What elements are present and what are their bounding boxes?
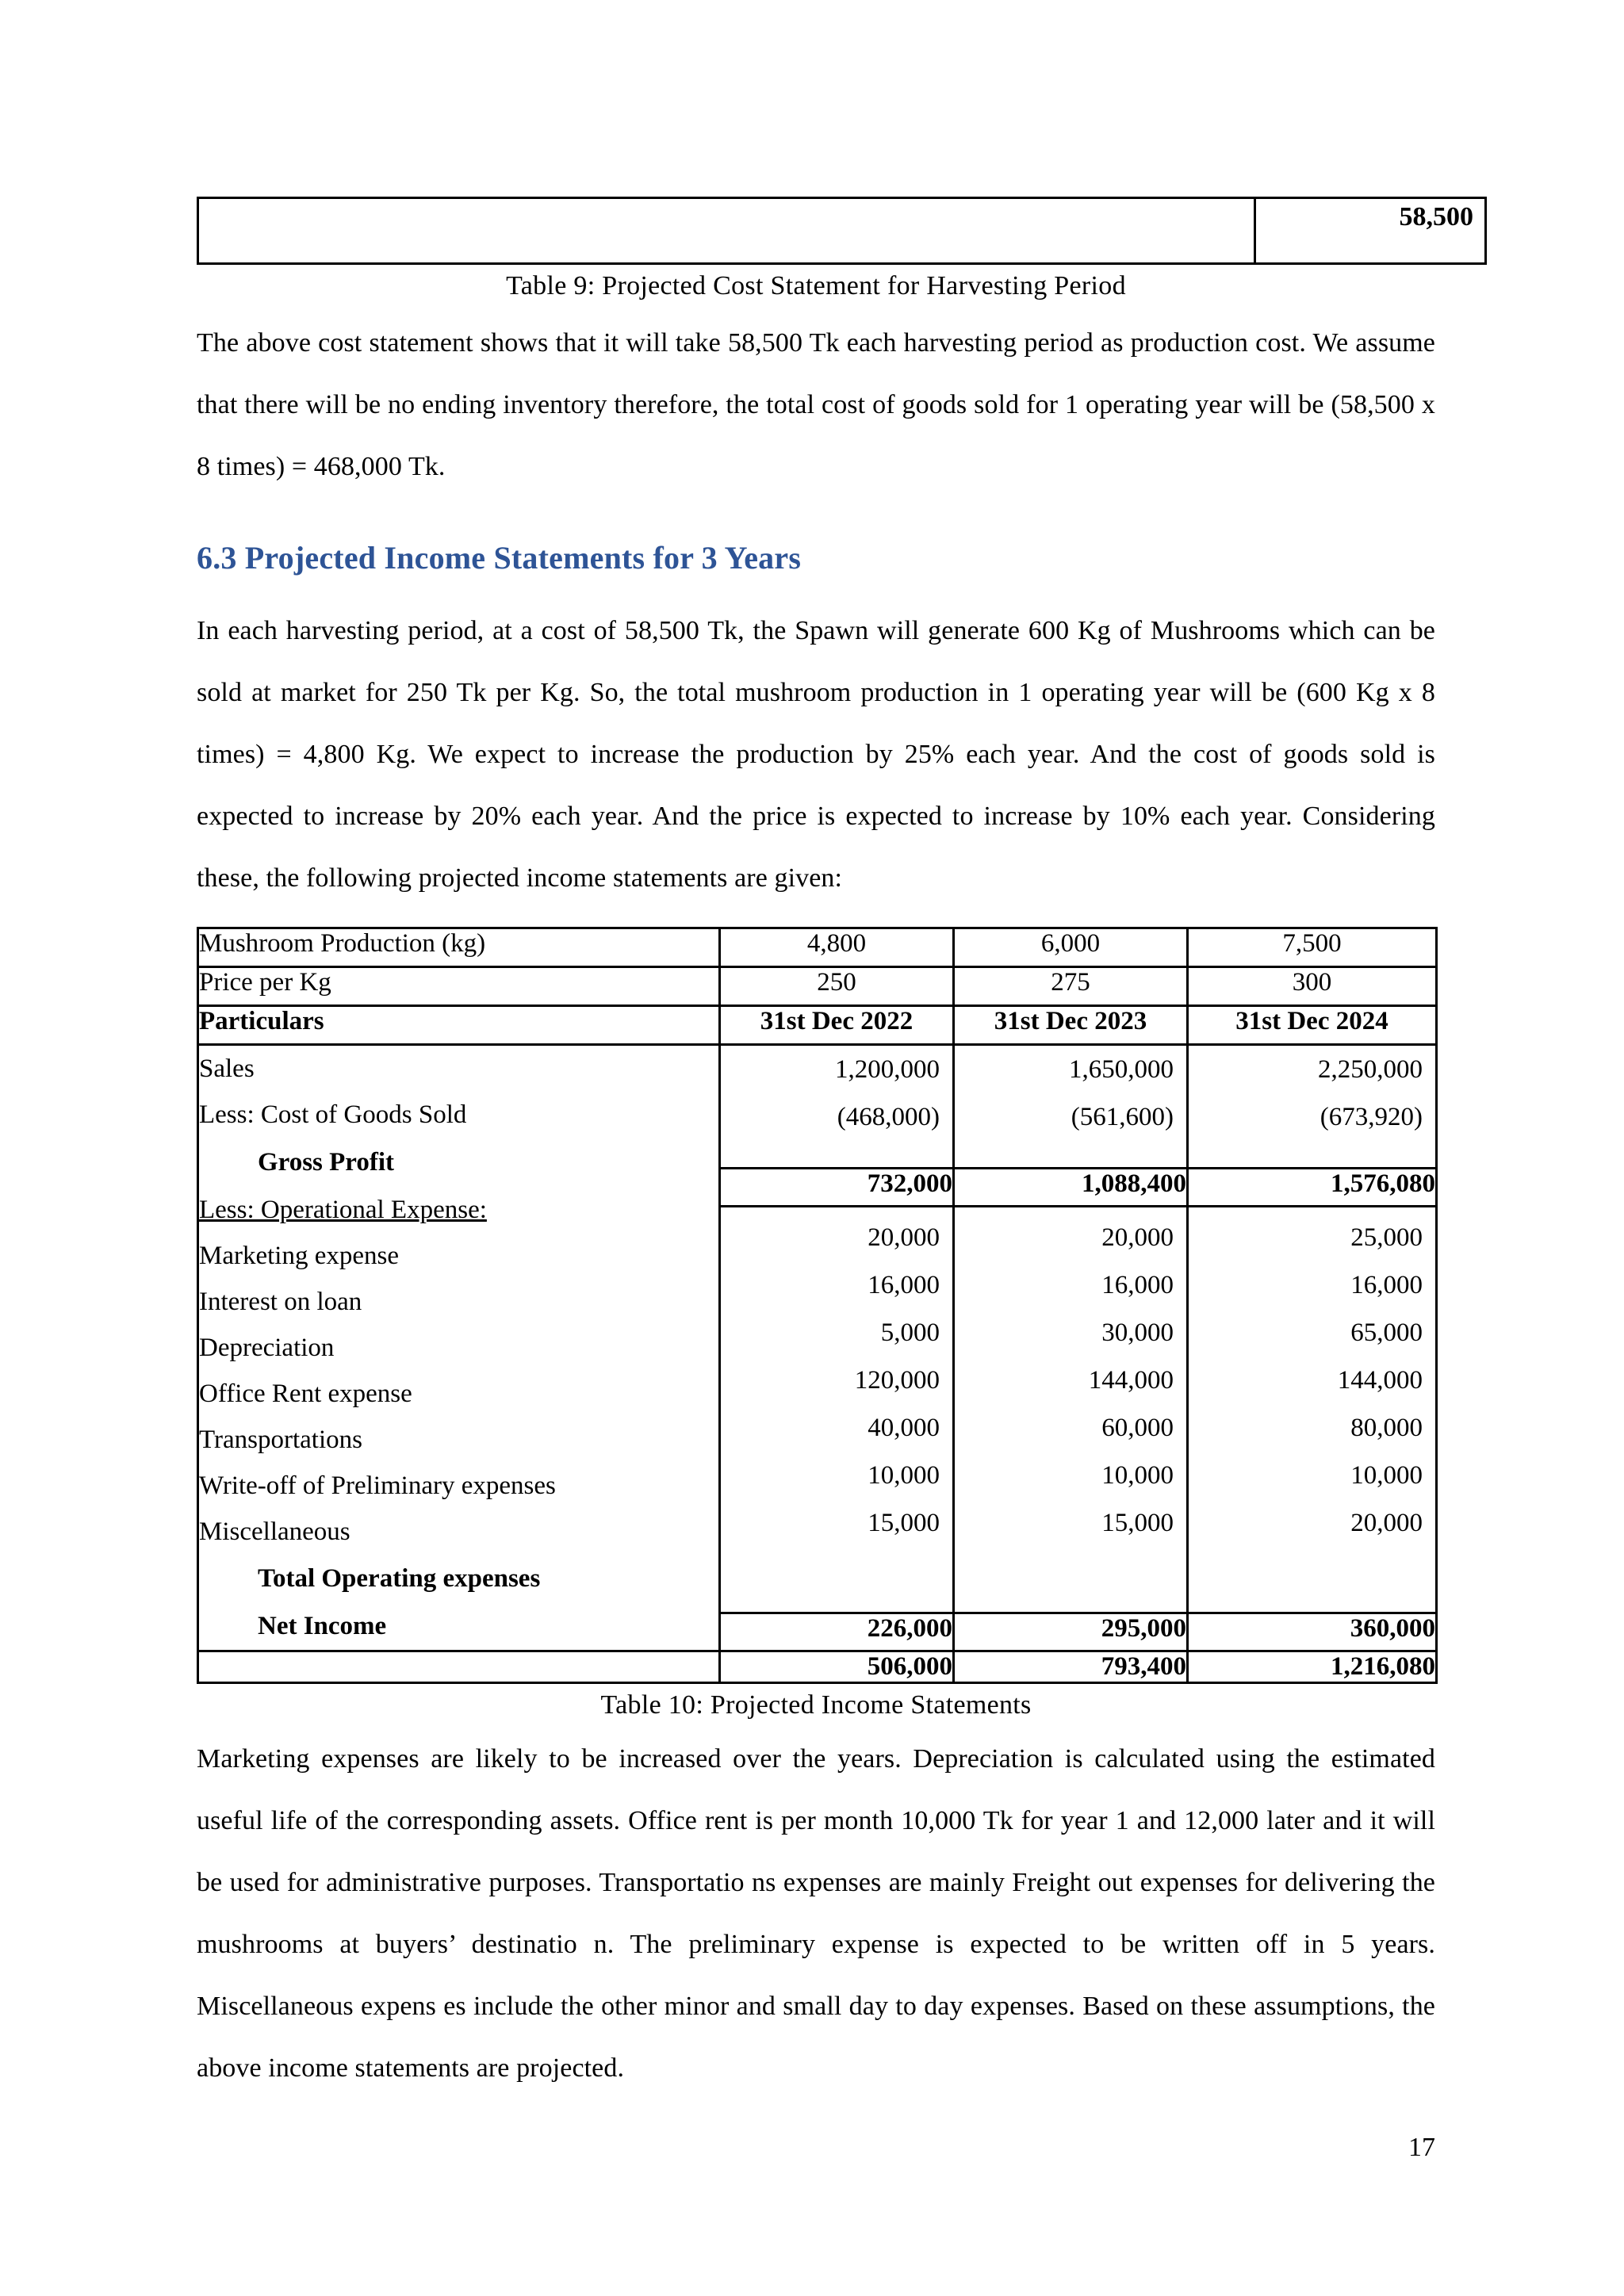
cell-depreciation-2022: 5,000 bbox=[880, 1318, 940, 1347]
cell-interest-2023: 16,000 bbox=[1101, 1270, 1174, 1299]
page-title: 6.3 Projected Income Statements for 3 Years bbox=[197, 540, 802, 576]
row-label-net-income: Net Income bbox=[258, 1612, 387, 1640]
cell-production-2023: 6,000 bbox=[954, 928, 1188, 967]
cell-miscellaneous-2024: 20,000 bbox=[1350, 1508, 1423, 1537]
table-9-caption: Table 9: Projected Cost Statement for Harvesting Period bbox=[506, 271, 1126, 300]
row-label-office-rent: Office Rent expense bbox=[199, 1380, 412, 1408]
cell-writeoff-2022: 10,000 bbox=[868, 1460, 940, 1490]
row-label-miscellaneous: Miscellaneous bbox=[199, 1517, 350, 1546]
row-label-operational-expense-header: Less: Operational Expense: bbox=[199, 1196, 487, 1224]
spacer bbox=[721, 1207, 952, 1214]
table-10-projected-income-statements bbox=[197, 927, 1438, 1684]
cell-marketing-2024: 25,000 bbox=[1350, 1223, 1423, 1252]
spacer bbox=[955, 1141, 1186, 1147]
page-content bbox=[197, 0, 1473, 2099]
cell-total-operating-2022: 226,000 bbox=[720, 1613, 954, 1651]
cell-cogs-2024: (673,920) bbox=[1320, 1103, 1423, 1131]
cell-group-sales-cogs-2022 bbox=[720, 1045, 954, 1169]
table-row-header bbox=[198, 1006, 1437, 1045]
spacer bbox=[1189, 1141, 1435, 1147]
statement-label-column bbox=[198, 1045, 720, 1651]
paragraph-expense-notes: Marketing expenses are likely to be increased over the years. Depreciation is calculated using the estimated useful life of the corresponding assets. Office rent is per month 10,000 Tk for year 1 and 12,000 later and it will be used for administrative purposes. Transportatio ns expenses are mainly Freight out expenses for delivering the mushrooms at buyers’ destinatio n. The preliminary expense is expected to be written off in 5 years. Miscellaneous expens es include the other minor and small day to day expenses. Based on these assumptions, the above income statements are projected. bbox=[197, 1744, 1435, 2083]
cell-writeoff-2024: 10,000 bbox=[1350, 1460, 1423, 1490]
column-header-2022: 31st Dec 2022 bbox=[720, 1006, 954, 1045]
cell-price-2023: 275 bbox=[954, 967, 1188, 1006]
table-row-price bbox=[198, 967, 1437, 1006]
row-label-interest: Interest on loan bbox=[199, 1288, 362, 1316]
row-label-marketing: Marketing expense bbox=[199, 1242, 399, 1270]
cell-sales-2024: 2,250,000 bbox=[1318, 1055, 1423, 1084]
cell-price-2022: 250 bbox=[720, 967, 954, 1006]
table-row-statement-body bbox=[198, 1045, 1437, 1169]
row-label-total-operating-expenses: Total Operating expenses bbox=[258, 1564, 541, 1593]
cell-sales-2022: 1,200,000 bbox=[835, 1055, 940, 1084]
cell-gross-profit-2022: 732,000 bbox=[720, 1169, 954, 1207]
cell-group-expenses-2023 bbox=[954, 1206, 1188, 1613]
cell-total-operating-2023: 295,000 bbox=[954, 1613, 1188, 1651]
cell-group-expenses-2024 bbox=[1188, 1206, 1437, 1613]
cell-interest-2022: 16,000 bbox=[868, 1270, 940, 1299]
cell-total-operating-2024: 360,000 bbox=[1188, 1613, 1437, 1651]
cell-depreciation-2023: 30,000 bbox=[1101, 1318, 1174, 1347]
cell-price-2024: 300 bbox=[1188, 967, 1437, 1006]
row-label-gross-profit: Gross Profit bbox=[258, 1148, 395, 1177]
cell-interest-2024: 16,000 bbox=[1350, 1270, 1423, 1299]
cell-office-rent-2022: 120,000 bbox=[854, 1365, 940, 1395]
paragraph-projection-assumptions: In each harvesting period, at a cost of 58,500 Tk, the Spawn will generate 600 Kg of Mushrooms which can be sold at market for 250 Tk per Kg. So, the total mushroom production in 1 operating year will be (600 Kg x 8 times) = 4,800 Kg. We expect to increase the production by 25% each year. And the cost of goods sold is expected to increase by 20% each year. And the price is expected to increase by 10% each year. Considering these, the following projected income statements are given: bbox=[197, 616, 1435, 893]
cell-transportations-2024: 80,000 bbox=[1350, 1413, 1423, 1442]
cell-production-2024: 7,500 bbox=[1188, 928, 1437, 967]
page-number: 17 bbox=[1408, 2133, 1435, 2162]
cell-miscellaneous-2022: 15,000 bbox=[868, 1508, 940, 1537]
cell-gross-profit-2024: 1,576,080 bbox=[1188, 1169, 1437, 1207]
row-label-depreciation: Depreciation bbox=[199, 1334, 335, 1362]
row-label-writeoff-preliminary: Write-off of Preliminary expenses bbox=[199, 1471, 556, 1500]
spacer bbox=[721, 1141, 952, 1147]
cell-marketing-2023: 20,000 bbox=[1101, 1223, 1174, 1252]
cell-sales-2023: 1,650,000 bbox=[1069, 1055, 1174, 1084]
cell-depreciation-2024: 65,000 bbox=[1350, 1318, 1423, 1347]
cell-miscellaneous-2023: 15,000 bbox=[1101, 1508, 1174, 1537]
cell-group-expenses-2022 bbox=[720, 1206, 954, 1613]
table-row-production bbox=[198, 928, 1437, 967]
cell-writeoff-2023: 10,000 bbox=[1101, 1460, 1174, 1490]
cell-production-2022: 4,800 bbox=[720, 928, 954, 967]
cell-net-income-2024: 1,216,080 bbox=[1188, 1651, 1437, 1683]
cell-group-sales-cogs-2023 bbox=[954, 1045, 1188, 1169]
cell-office-rent-2023: 144,000 bbox=[1088, 1365, 1174, 1395]
paragraph-cost-statement: The above cost statement shows that it will take 58,500 Tk each harvesting period as production cost. We assume that there will be no ending inventory therefore, the total cost of goods sold for 1 operating year will be (58,500 x 8 times) = 468,000 Tk. bbox=[197, 328, 1435, 481]
table9-blank-cell bbox=[198, 198, 1255, 264]
row-label-sales: Sales bbox=[199, 1054, 255, 1083]
spacer bbox=[1189, 1207, 1435, 1214]
cell-cogs-2023: (561,600) bbox=[1071, 1103, 1174, 1131]
cell-net-income-2022: 506,000 bbox=[720, 1651, 954, 1683]
column-header-2023: 31st Dec 2023 bbox=[954, 1006, 1188, 1045]
row-label-production: Mushroom Production (kg) bbox=[198, 928, 720, 967]
cell-net-income-2023: 793,400 bbox=[954, 1651, 1188, 1683]
cell-marketing-2022: 20,000 bbox=[868, 1223, 940, 1252]
spacer bbox=[955, 1207, 1186, 1214]
cell-group-sales-cogs-2024 bbox=[1188, 1045, 1437, 1169]
table-row-net-income bbox=[198, 1651, 1437, 1683]
row-label-cogs: Less: Cost of Goods Sold bbox=[199, 1100, 467, 1129]
column-header-particulars: Particulars bbox=[198, 1006, 720, 1045]
table-9-fragment bbox=[197, 197, 1487, 265]
row-label-price: Price per Kg bbox=[198, 967, 720, 1006]
table9-total-value: 58,500 bbox=[1255, 198, 1486, 264]
cell-office-rent-2024: 144,000 bbox=[1337, 1365, 1423, 1395]
cell-gross-profit-2023: 1,088,400 bbox=[954, 1169, 1188, 1207]
cell-cogs-2022: (468,000) bbox=[837, 1103, 940, 1131]
table-10-caption: Table 10: Projected Income Statements bbox=[600, 1690, 1032, 1720]
row-label-transportations: Transportations bbox=[199, 1425, 362, 1454]
net-income-label-spacer bbox=[198, 1651, 720, 1683]
cell-transportations-2023: 60,000 bbox=[1101, 1413, 1174, 1442]
column-header-2024: 31st Dec 2024 bbox=[1188, 1006, 1437, 1045]
cell-transportations-2022: 40,000 bbox=[868, 1413, 940, 1442]
table-row bbox=[198, 198, 1486, 264]
